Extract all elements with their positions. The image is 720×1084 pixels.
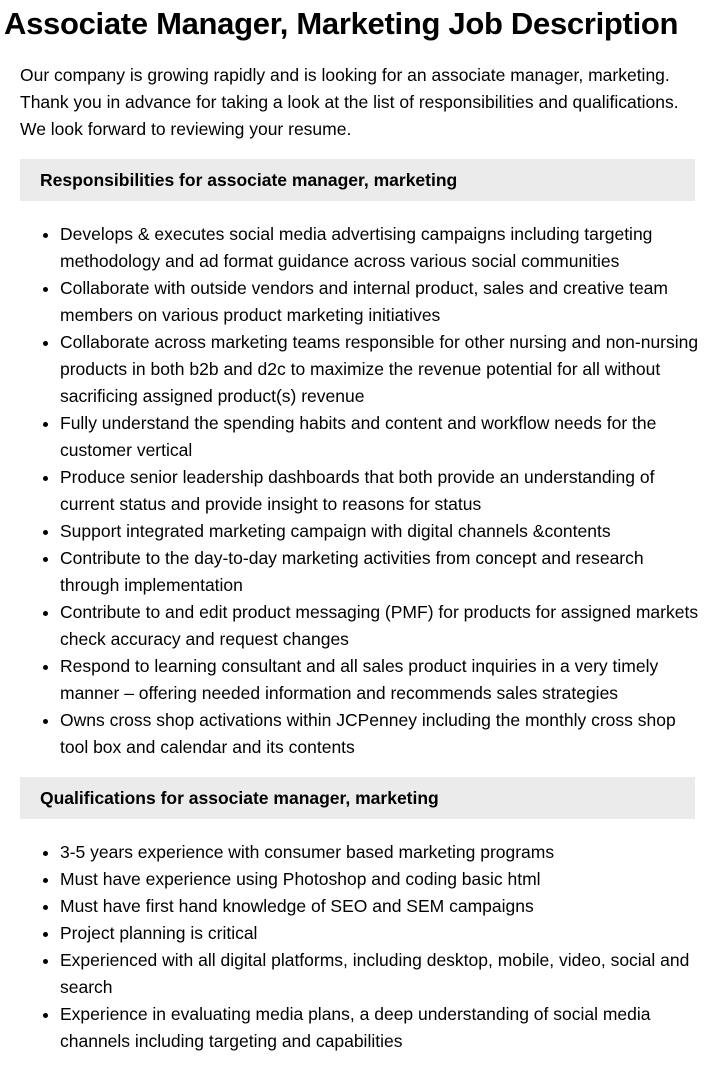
list-item: • Develops & executes social media advertising campaigns including targeting methodology and ad format guidance across various social communities — [60, 221, 700, 275]
list-item: • Fully understand the spending habits and content and workflow needs for the customer vertical — [60, 410, 700, 464]
list-item: • 3-5 years experience with consumer based marketing programs — [60, 839, 700, 866]
list-item: • Must have first hand knowledge of SEO and SEM campaigns — [60, 893, 700, 920]
list-item: • Collaborate across marketing teams responsible for other nursing and non-nursing products in both b2b and d2c to maximize the revenue potential for all without sacrificing assigned product(s) revenue — [60, 329, 700, 410]
list-item: • Project planning is critical — [60, 920, 700, 947]
list-item: • Support integrated marketing campaign with digital channels &contents — [60, 518, 700, 545]
qualifications-list — [20, 839, 700, 1055]
list-item: • Must have experience using Photoshop and coding basic html — [60, 866, 700, 893]
list-item: • Produce senior leadership dashboards that both provide an understanding of current status and provide insight to reasons for status — [60, 464, 700, 518]
list-item: • Contribute to and edit product messaging (PMF) for products for assigned markets check accuracy and request changes — [60, 599, 700, 653]
list-item: • Experienced with all digital platforms, including desktop, mobile, video, social and search — [60, 947, 700, 1001]
list-item: • Experience in evaluating media plans, a deep understanding of social media channels including targeting and capabilities — [60, 1001, 700, 1055]
list-item: • Contribute to the day-to-day marketing activities from concept and research through implementation — [60, 545, 700, 599]
responsibilities-list — [20, 221, 700, 761]
list-item: • Owns cross shop activations within JCPenney including the monthly cross shop tool box and calendar and its contents — [60, 707, 700, 761]
responsibilities-heading: Responsibilities for associate manager, marketing — [20, 159, 695, 201]
list-item: • Collaborate with outside vendors and internal product, sales and creative team members on various product marketing initiatives — [60, 275, 700, 329]
list-item: • Respond to learning consultant and all sales product inquiries in a very timely manner – offering needed information and recommends sales strategies — [60, 653, 700, 707]
qualifications-heading: Qualifications for associate manager, marketing — [20, 777, 695, 819]
intro-text: Our company is growing rapidly and is looking for an associate manager, marketing. Thank you in advance for taking a look at the list of responsibilities and qualifications. We look forward to reviewing your resume. — [20, 65, 679, 139]
page-title: Associate Manager, Marketing Job Description — [4, 6, 679, 41]
